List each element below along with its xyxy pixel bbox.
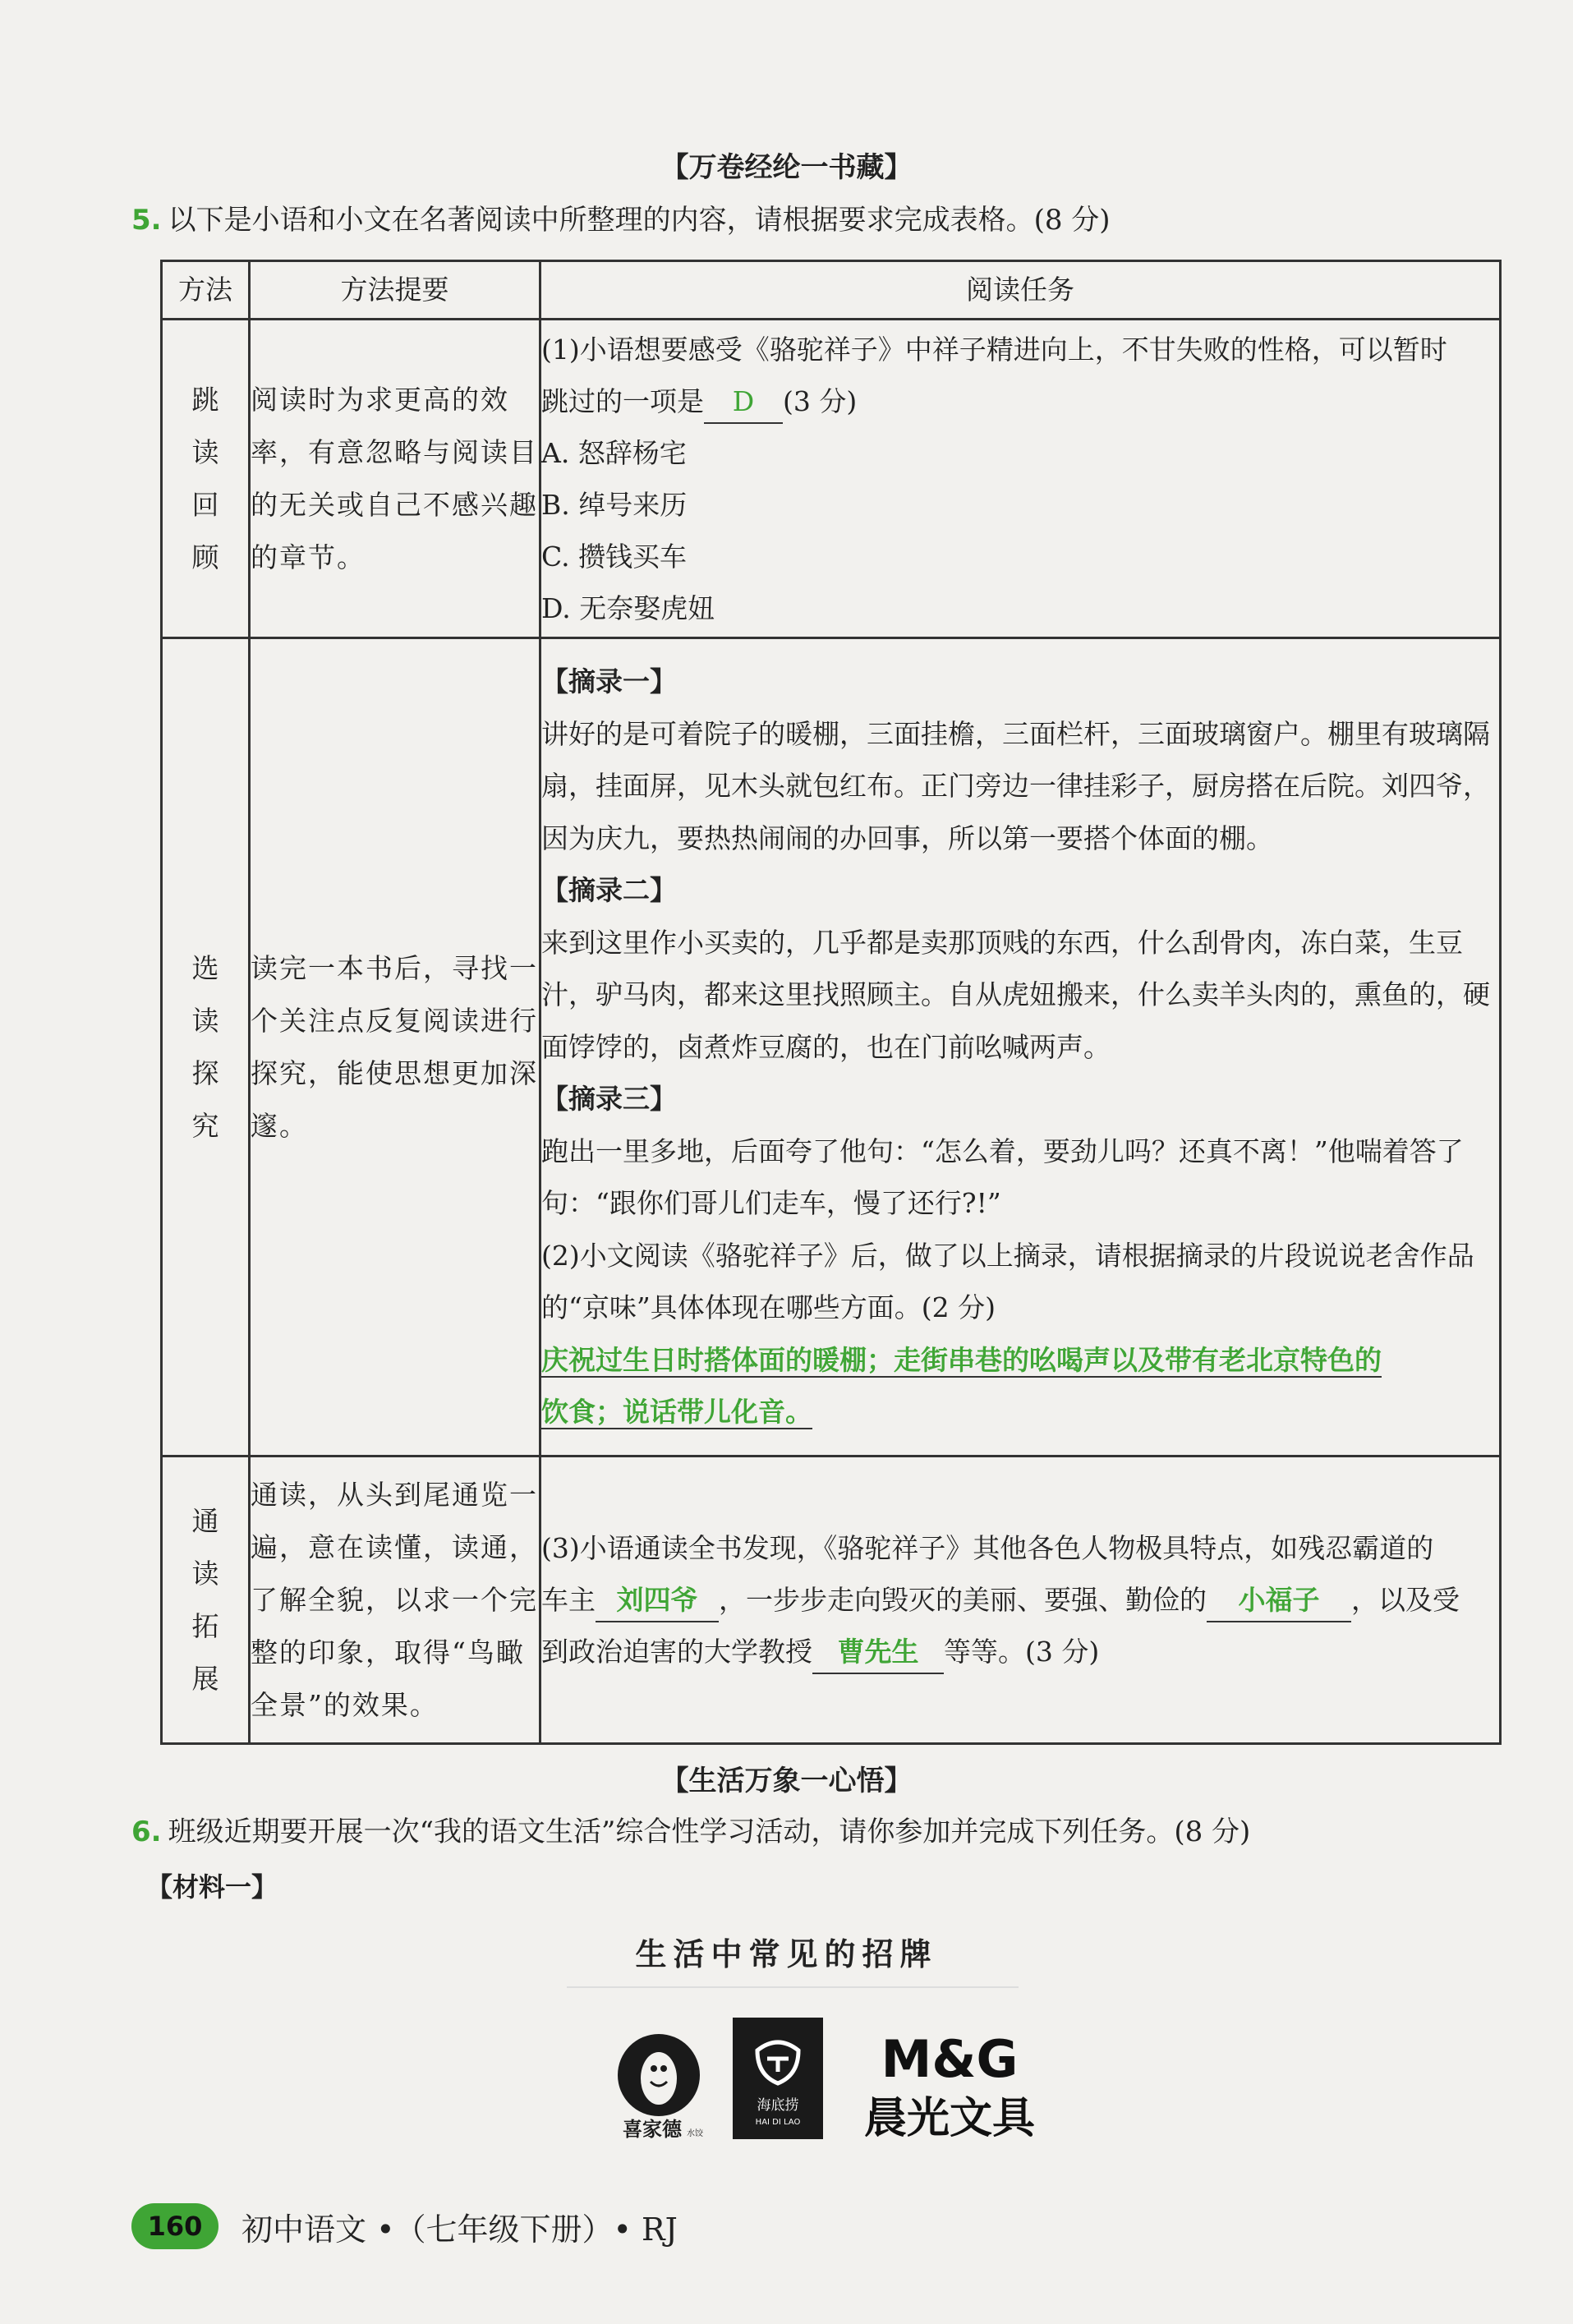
excerpt-title: 【摘录一】 (541, 665, 677, 698)
question-line (541, 1626, 1499, 1677)
question-line: (1)小语想要感受《骆驼祥子》中祥子精进向上，不甘失败的性格，可以暂时 (541, 333, 1447, 366)
xijiade-subtext: 水饺 (687, 2129, 703, 2138)
mg-logo (851, 2029, 1048, 2144)
option-item: A. 怒辞杨宅 (541, 436, 687, 469)
question-text: 到政治迫害的大学教授 (541, 1636, 812, 1668)
question-text: (2)小文阅读《骆驼祥子》后，做了以上摘录，请根据摘录的片段说说老舍作品的“京味”具体体现在哪些方面。(2 分) (541, 1239, 1474, 1324)
method-line: 选读 (191, 951, 219, 1037)
xijiade-text: 喜家德 (623, 2118, 682, 2141)
option-item: B. 绰号来历 (541, 488, 688, 521)
option-item: D. 无奈娶虎妞 (541, 591, 715, 624)
method-cell (162, 638, 250, 1457)
question-line (541, 375, 1499, 427)
question-text: ，以及受 (1351, 1584, 1460, 1616)
excerpt-text: 讲好的是可着院子的暖棚，三面挂檐，三面栏杆，三面玻璃窗户。棚里有玻璃隔扇，挂面屏，见木头就包红布。正门旁边一律挂彩子，厨房搭在后院。刘四爷，因为庆九，要热热闹闹的办回事，所以第一要搭个体面的棚。 (541, 717, 1490, 854)
signs-title: 生活中常见的招牌 (635, 1936, 938, 1972)
material-label: 【材料一】 (146, 1871, 278, 1903)
question-text: 跳过的一项是 (541, 384, 704, 417)
option-item: C. 攒钱买车 (541, 540, 688, 573)
method-cell (162, 320, 250, 638)
tip-cell: 阅读时为求更高的效率，有意忽略与阅读目的无关或自己不感兴趣的章节。 (250, 320, 540, 638)
page-number: 160 (131, 2203, 218, 2249)
question-text: 以下是小语和小文在名著阅读中所整理的内容，请根据要求完成表格。(8 分) (168, 204, 1111, 237)
header-method: 方法 (162, 261, 250, 320)
task-cell (540, 638, 1501, 1457)
question-number: 5. (131, 204, 162, 237)
excerpt-text: 跑出一里多地，后面夸了他句：“怎么着，要劲儿吗？还真不离！”他喘着答了句：“跟你们哥儿们走车，慢了还行?!” (541, 1134, 1464, 1220)
answer-blank: 刘四爷 (596, 1580, 719, 1622)
question-line: (3)小语通读全书发现，《骆驼祥子》其他各色人物极具特点，如残忍霸道的 (541, 1532, 1434, 1564)
table-row (162, 1457, 1501, 1744)
header-tip: 方法提要 (250, 261, 540, 320)
question-text: 车主 (541, 1584, 596, 1616)
score-text: (3 分) (783, 384, 858, 417)
header-task: 阅读任务 (540, 261, 1501, 320)
method-line: 跳读 (191, 383, 219, 468)
question-6 (131, 1809, 1250, 1849)
answer-line: 庆祝过生日时搭体面的暖棚；走街串巷的吆喝声以及带有老北京特色的 (541, 1343, 1382, 1376)
divider (567, 1986, 1019, 1988)
table-row (162, 638, 1501, 1457)
tip-cell: 通读，从头到尾通览一遍，意在读懂，读通，了解全貌，以求一个完整的印象，取得“鸟瞰全景”的效果。 (250, 1457, 540, 1744)
excerpt-text: 来到这里作小买卖的，几乎都是卖那顶贱的东西，什么刮骨肉，冻白菜，生豆汁，驴马肉，都来这里找照顾主。自从虎妞搬来，什么卖羊头肉的，熏鱼的，硬面饽饽的，卤煮炸豆腐的，也在门前吆喊两声。 (541, 926, 1490, 1063)
xijiade-logo (611, 2032, 706, 2144)
question-text: 班级近期要开展一次“我的语文生活”综合性学习活动，请你参加并完成下列任务。(8 分) (168, 1815, 1251, 1848)
answer-blank: 曹先生 (812, 1631, 944, 1674)
method-line: 拓展 (191, 1609, 219, 1695)
answer-block (541, 1334, 1499, 1438)
method-line: 通读 (191, 1504, 219, 1590)
task-cell (540, 320, 1501, 638)
book-title: 初中语文 •（七年级下册）• RJ (241, 2211, 678, 2248)
table-row (162, 320, 1501, 638)
question-line (541, 1574, 1499, 1626)
method-line: 回顾 (191, 488, 219, 573)
question-number: 6. (131, 1815, 162, 1848)
question-5 (131, 197, 1111, 237)
table-header-row (162, 261, 1501, 320)
question-text: ，一步步走向毁灭的美丽、要强、勤俭的 (719, 1584, 1207, 1616)
page-footer (131, 2202, 678, 2251)
method-cell (162, 1457, 250, 1744)
section-title-1: 【万卷经纶一书藏】 (660, 151, 913, 184)
haidilao-logo (733, 2018, 823, 2139)
reading-methods-table (160, 260, 1502, 1745)
section-title-2: 【生活万象一心悟】 (660, 1765, 913, 1797)
answer-blank: D (704, 381, 783, 424)
answer-line: 饮食；说话带儿化音。 (541, 1396, 812, 1429)
task-cell (540, 1457, 1501, 1744)
score-text: 等等。(3 分) (944, 1636, 1100, 1668)
haidilao-cn: 海底捞 (757, 2097, 799, 2114)
haidilao-en: HAI DI LAO (755, 2118, 801, 2127)
mg-bottom-text: 晨光文具 (863, 2094, 1036, 2143)
tip-cell: 读完一本书后，寻找一个关注点反复阅读进行探究，能使思想更加深邃。 (250, 638, 540, 1457)
answer-blank: 小福子 (1207, 1580, 1351, 1622)
method-line: 探究 (191, 1056, 219, 1142)
mg-top-text: M&G (881, 2029, 1019, 2089)
excerpt-title: 【摘录三】 (541, 1083, 677, 1116)
excerpt-title: 【摘录二】 (541, 874, 677, 907)
